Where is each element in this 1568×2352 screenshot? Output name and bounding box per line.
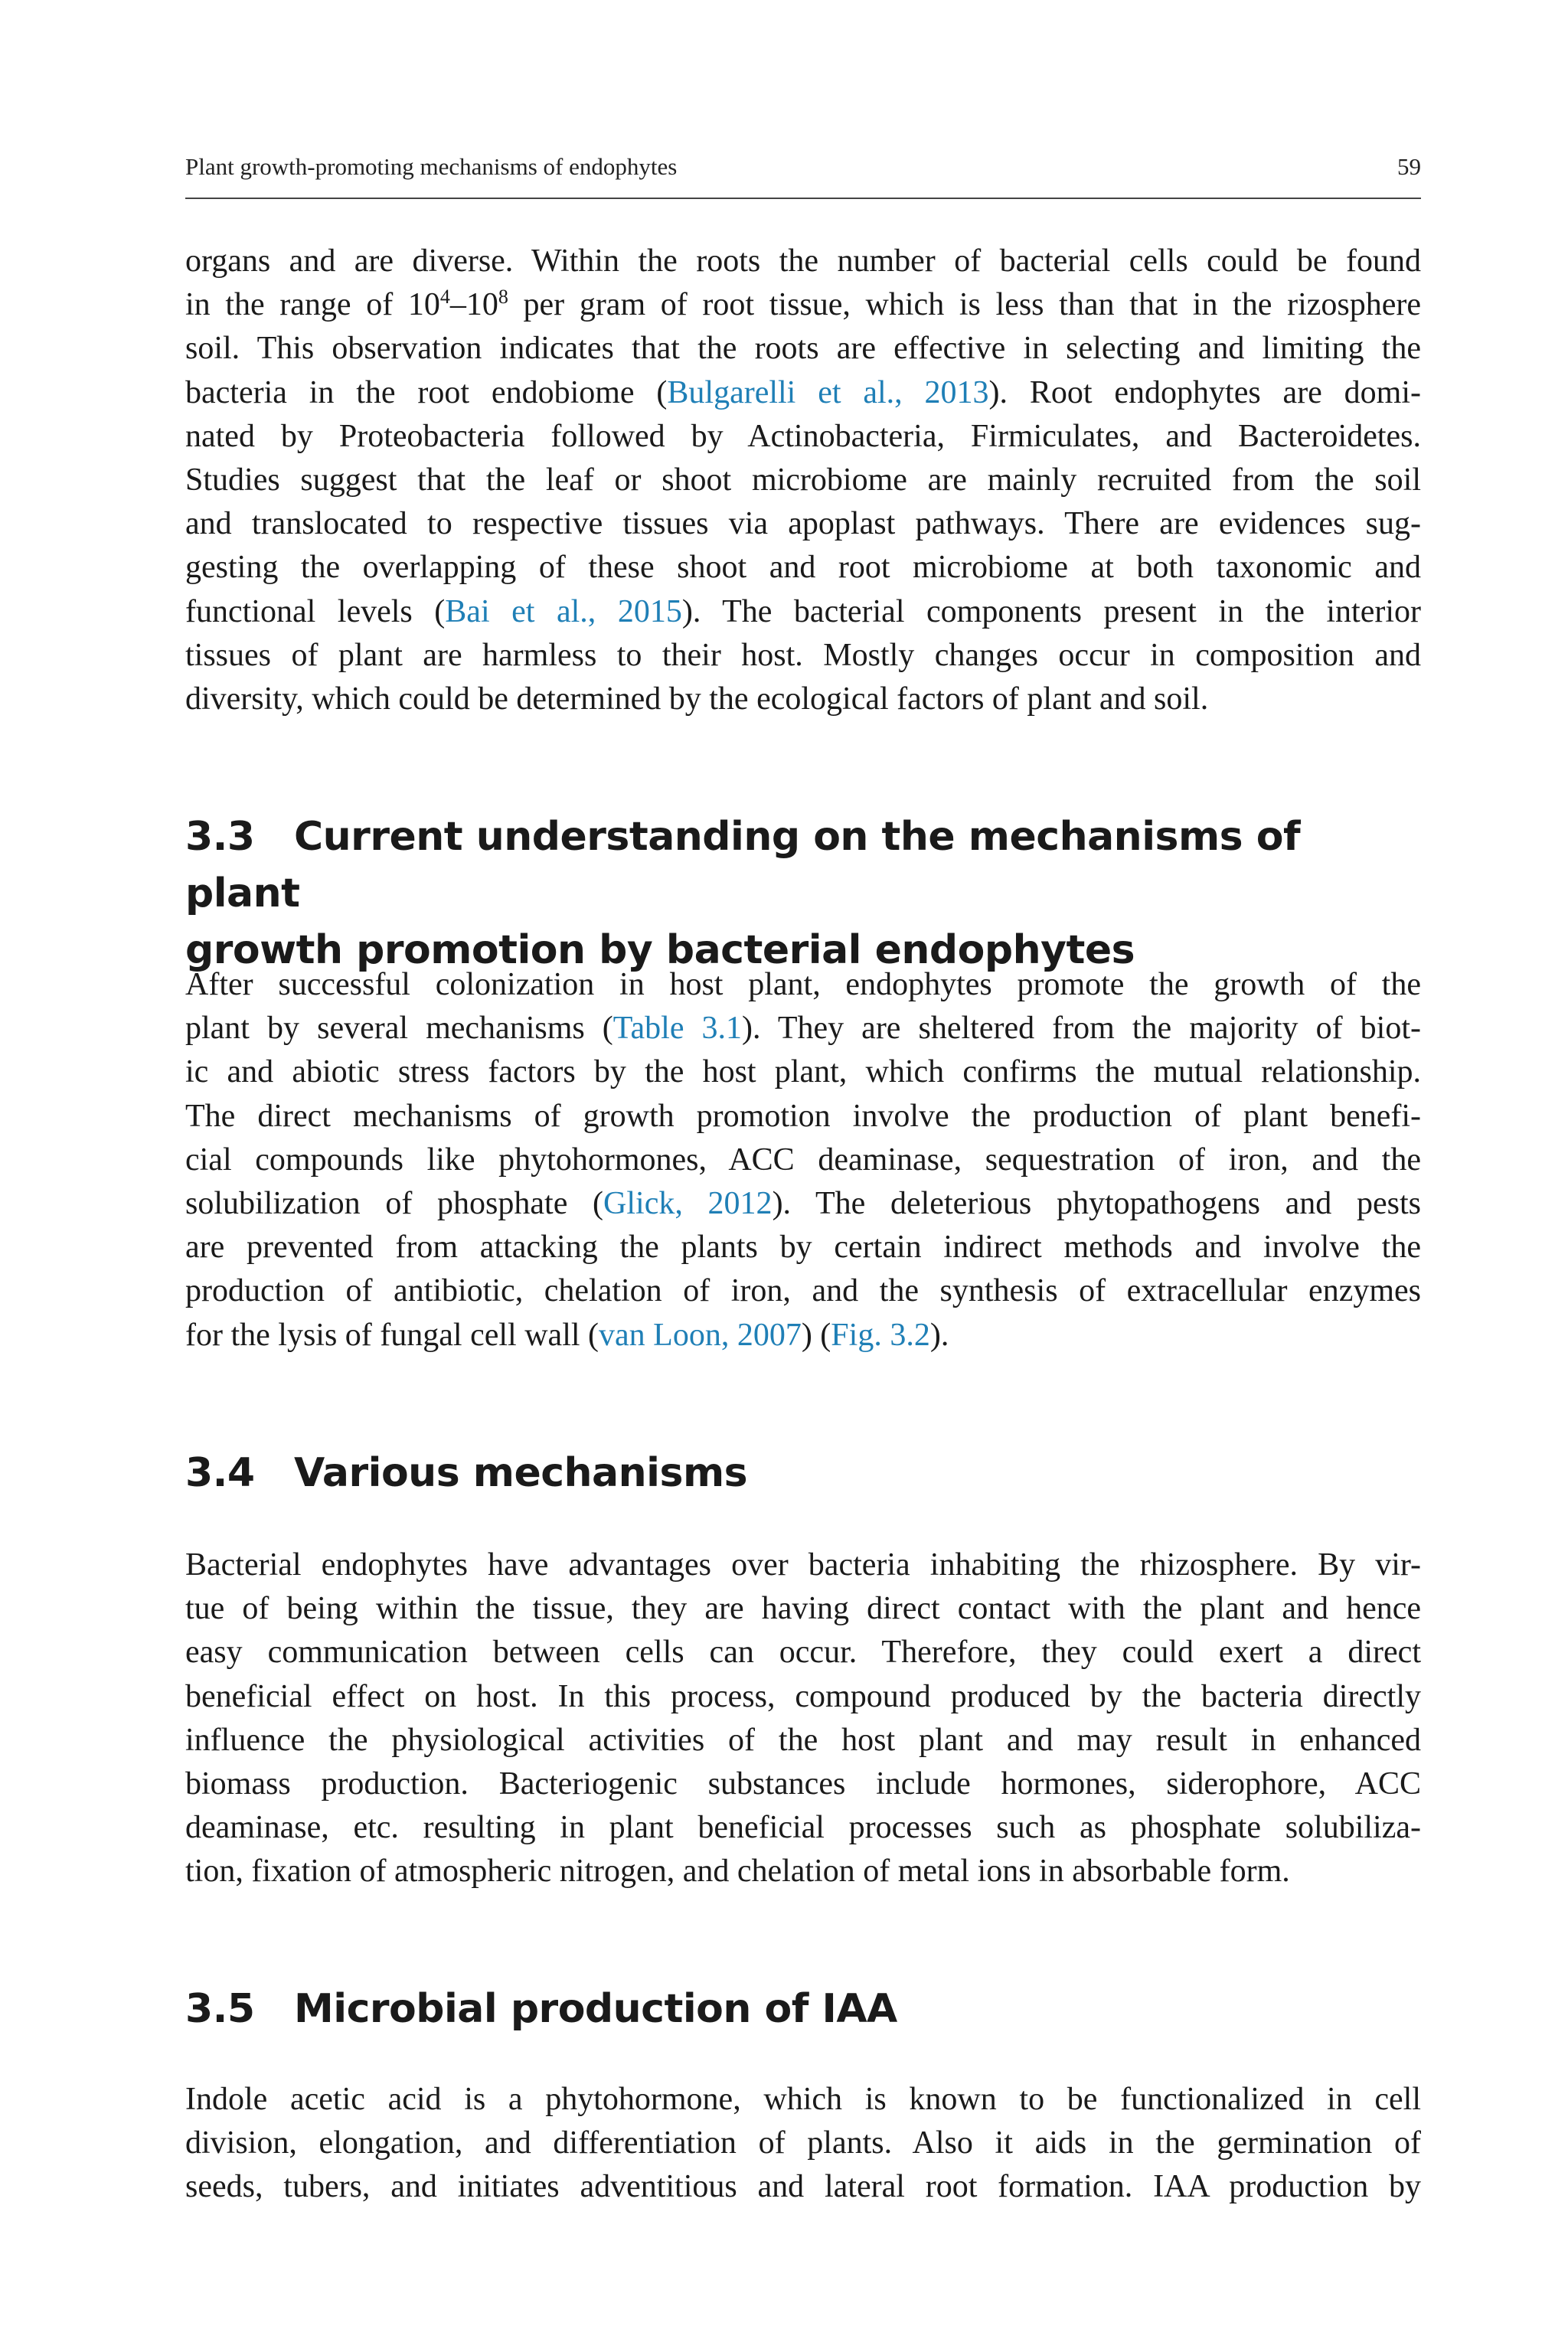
text-line: Studies suggest that the leaf or shoot microbiome are mainly recruited from the soil xyxy=(185,462,1421,498)
text-line: biomass production. Bacteriogenic substances include hormones, siderophore, ACC xyxy=(185,1766,1421,1802)
superscript: 4 xyxy=(439,286,450,309)
superscript: 8 xyxy=(498,286,508,309)
text-line: tissues of plant are harmless to their host. Mostly changes occur in composition and xyxy=(185,637,1421,673)
figure-link-3-2[interactable]: Fig. 3.2 xyxy=(831,1317,930,1353)
text-line: organs and are diverse. Within the roots the number of bacterial cells could be found xyxy=(185,243,1421,279)
text-line: The direct mechanisms of growth promotion involve the production of plant benefi- xyxy=(185,1098,1421,1134)
text-line: for the lysis of fungal cell wall (van Loon, 2007) (Fig. 3.2). xyxy=(185,1317,949,1353)
text-line: deaminase, etc. resulting in plant beneficial processes such as phosphate solubiliza- xyxy=(185,1810,1421,1846)
text-line: Bacterial endophytes have advantages over bacteria inhabiting the rhizosphere. By vir- xyxy=(185,1547,1421,1583)
text-line: tion, fixation of atmospheric nitrogen, and chelation of metal ions in absorbable form. xyxy=(185,1854,1290,1890)
section-title-continued: growth promotion by bacterial endophytes xyxy=(185,927,1135,973)
text-line: After successful colonization in host plant, endophytes promote the growth of the xyxy=(185,967,1421,1002)
text-line: division, elongation, and differentiation of plants. Also it aids in the germination of xyxy=(185,2125,1421,2161)
citation-link-glick-2012[interactable]: Glick, 2012 xyxy=(603,1186,773,1222)
section-heading-3-3 xyxy=(185,808,1421,978)
citation-link-bulgarelli-2013[interactable]: Bulgarelli et al., 2013 xyxy=(667,374,989,410)
table-link-3-1[interactable]: Table 3.1 xyxy=(612,1011,743,1047)
text-line: seeds, tubers, and initiates adventitious and lateral root formation. IAA production by xyxy=(185,2169,1421,2205)
text-line: ic and abiotic stress factors by the host plant, which confirms the mutual relationship. xyxy=(185,1054,1421,1090)
text-line: tue of being within the tissue, they are having direct contact with the plant and hence xyxy=(185,1591,1421,1627)
section-number: 3.4 xyxy=(185,1450,255,1496)
text-line: gesting the overlapping of these shoot and root microbiome at both taxonomic and xyxy=(185,550,1421,586)
text-line: influence the physiological activities of the host plant and may result in enhanced xyxy=(185,1722,1421,1758)
section-heading-3-4 xyxy=(185,1445,1421,1501)
citation-link-van-loon-2007[interactable]: van Loon, 2007 xyxy=(599,1317,802,1353)
citation-link-bai-2015[interactable]: Bai et al., 2015 xyxy=(445,593,682,629)
running-head xyxy=(185,152,1421,199)
text-line: cial compounds like phytohormones, ACC deaminase, sequestration of iron, and the xyxy=(185,1142,1421,1178)
section-heading-3-5 xyxy=(185,1981,1421,2037)
text-line: in the range of $10^4-10^8$ per gram of root tissue, which is less than that in the rizosphere xyxy=(185,286,1421,323)
text-line: and translocated to respective tissues via apoplast pathways. There are evidences sug- xyxy=(185,506,1421,542)
text-line: production of antibiotic, chelation of iron, and the synthesis of extracellular enzymes xyxy=(185,1273,1421,1309)
running-head-title: Plant growth-promoting mechanisms of endophytes xyxy=(185,153,678,180)
text-line: are prevented from attacking the plants by certain indirect methods and involve the xyxy=(185,1230,1421,1266)
section-number: 3.3 xyxy=(185,814,255,860)
text-line: solubilization of phosphate (Glick, 2012). The deleterious phytopathogens and pests xyxy=(185,1186,1421,1222)
text-line: plant by several mechanisms (Table 3.1). They are sheltered from the majority of biot- xyxy=(185,1011,1421,1047)
paragraph-continuation xyxy=(185,240,1421,721)
paragraph xyxy=(185,2078,1421,2210)
section-title: Current understanding on the mechanisms of plant xyxy=(185,814,1301,916)
text-line: diversity, which could be determined by the ecological factors of plant and soil. xyxy=(185,681,1209,717)
text-line: easy communication between cells can occur. Therefore, they could exert a direct xyxy=(185,1635,1421,1671)
text-line: nated by Proteobacteria followed by Actinobacteria, Firmiculates, and Bacteroidetes. xyxy=(185,418,1421,454)
page-number: 59 xyxy=(1397,153,1421,180)
text-line: soil. This observation indicates that the roots are effective in selecting and limiting the xyxy=(185,331,1421,367)
section-number: 3.5 xyxy=(185,1986,255,2032)
text-line: bacteria in the root endobiome (Bulgarelli et al., 2013). Root endophytes are domi- xyxy=(185,374,1421,410)
section-title: Various mechanisms xyxy=(294,1450,748,1496)
paragraph xyxy=(185,963,1421,1357)
section-title: Microbial production of IAA xyxy=(294,1986,897,2032)
text-line: Indole acetic acid is a phytohormone, which is known to be functionalized in cell xyxy=(185,2082,1421,2117)
paragraph xyxy=(185,1544,1421,1894)
text-line: beneficial effect on host. In this process, compound produced by the bacteria directly xyxy=(185,1678,1421,1714)
text-line: functional levels (Bai et al., 2015). The bacterial components present in the interior xyxy=(185,593,1421,629)
